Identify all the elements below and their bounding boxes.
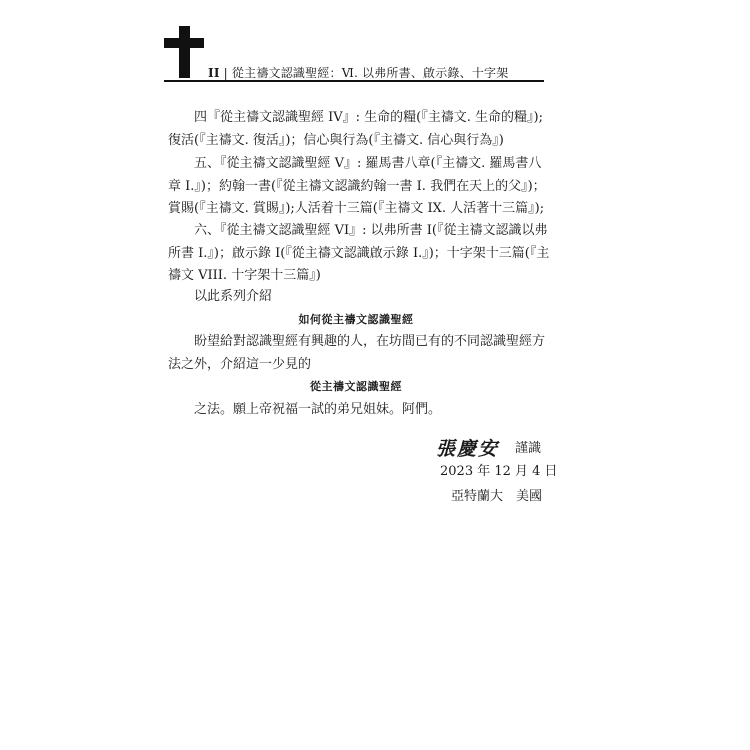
centered-heading: 從主禱文認識聖經: [310, 380, 402, 393]
paragraph-series-6: [168, 220, 550, 288]
running-title: 從主禱文認識聖經：Ⅵ. 以弗所書、啟示錄、十字架: [231, 66, 509, 80]
text-line: 所書 I.』)；啟示錄 I(『從主禱文認識啟示錄 I.』)；十字架十三篇(『主: [168, 245, 550, 261]
text-line: 禱文 VIII. 十字架十三篇』): [168, 268, 321, 283]
signature-name: 張慶安: [436, 438, 500, 460]
text-line: 盼望給對認識聖經有興趣的人，在坊間已有的不同認識聖經方: [194, 334, 546, 349]
text-line: 復活(『主禱文. 復活』)；信心與行為(『主禱文. 信心與行為』): [168, 132, 504, 148]
text-line: 章 I.』)；約翰一書(『從主禱文認識約翰一書 I. 我們在天上的父』)；: [168, 178, 546, 194]
signature-word: 謹識: [515, 441, 542, 456]
header-separator: |: [223, 66, 228, 80]
text-line: 五、『從主禱文認識聖經 V』: 羅馬書八章(『主禱文. 羅馬書八: [194, 156, 542, 171]
signature-date: 2023 年 12 月 4 日: [440, 464, 558, 479]
paragraph-series-5: [168, 153, 544, 221]
text-line: 以此系列介紹: [194, 289, 273, 304]
paragraph-hope: [168, 331, 544, 376]
header-rule: [164, 80, 544, 82]
centered-heading: 如何從主禱文認識聖經: [298, 313, 414, 326]
cross-icon: [164, 26, 204, 78]
paragraph-series-4: [168, 107, 544, 152]
text-line: 之法。願上帝祝福一試的弟兄姐妹。阿們。: [194, 402, 442, 417]
text-line: 四『從主禱文認識聖經 IV』: 生命的糧(『主禱文. 生命的糧』);: [194, 110, 543, 125]
text-line: 賞賜(『主禱文. 賞賜』);人活着十三篇(『主禱文 IX. 人活著十三篇』);: [168, 201, 545, 216]
paragraph-closing: [168, 399, 544, 422]
paragraph-intro: [168, 286, 544, 309]
text-line: 法之外，介紹這一少見的: [168, 356, 312, 372]
signature-place: 亞特蘭大 美國: [451, 489, 543, 504]
running-head: [208, 64, 508, 81]
page-number: II: [208, 66, 220, 80]
text-line: 六、『從主禱文認識聖經 VI』: 以弗所書 I(『從主禱文認識以弗: [194, 223, 548, 238]
